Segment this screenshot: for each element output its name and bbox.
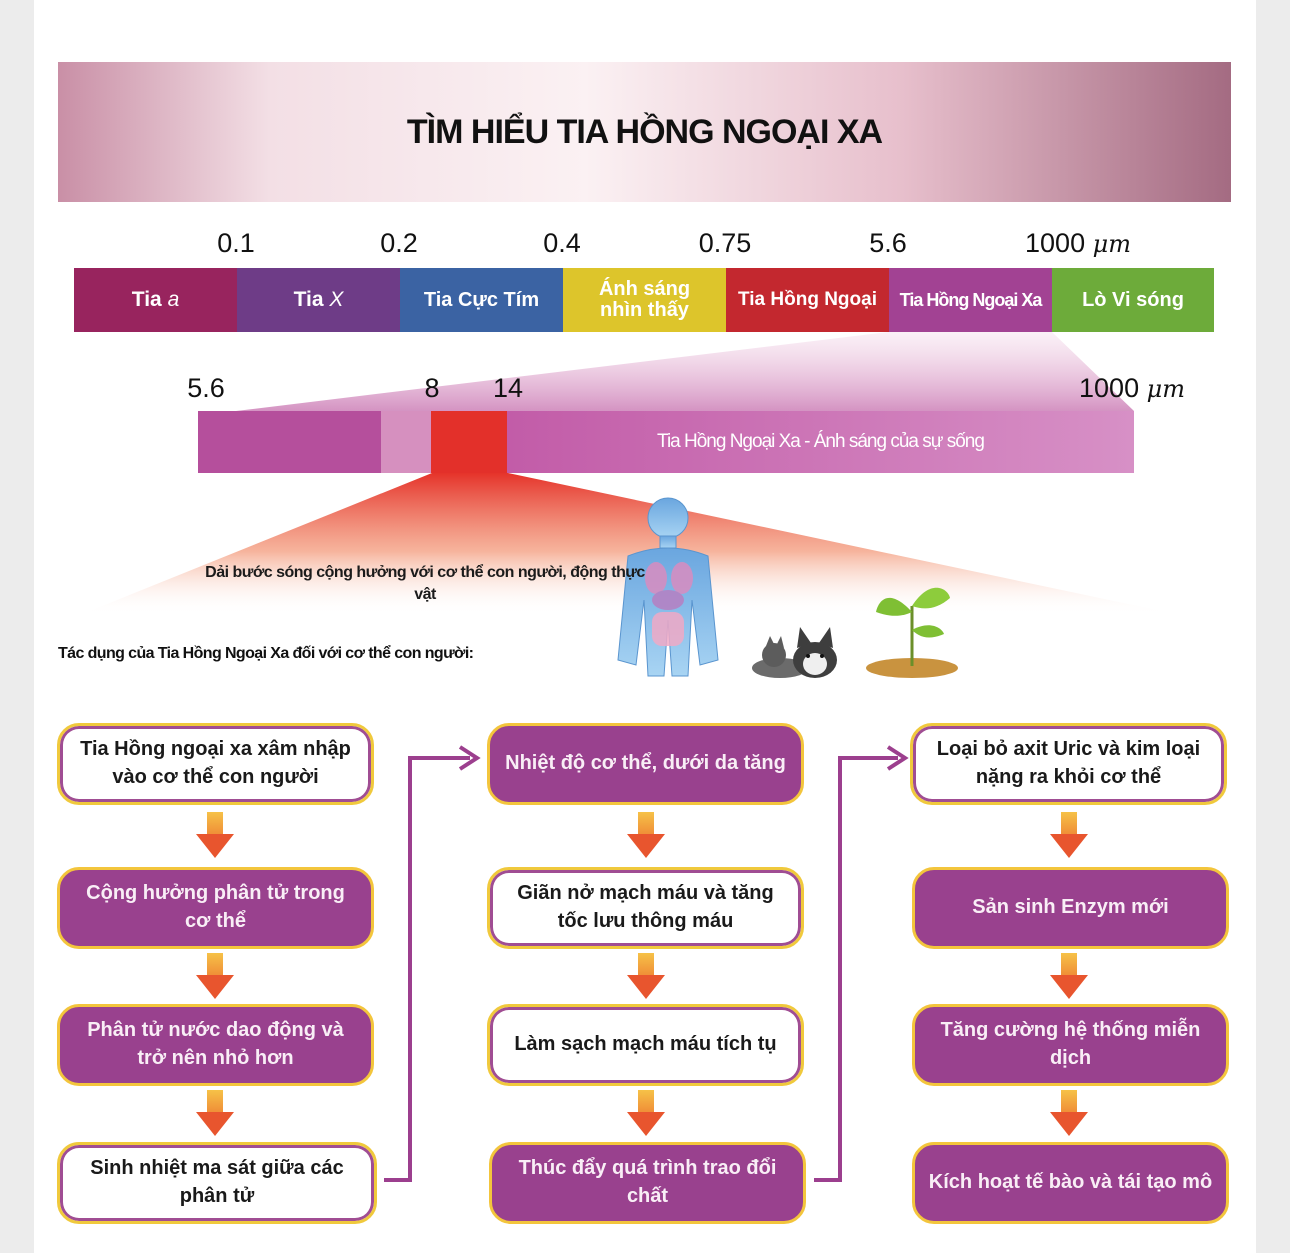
effects-title: Tác dụng của Tia Hồng Ngoại Xa đối với cơ thể con người:	[58, 645, 474, 662]
far-ir-tick: 14	[492, 373, 524, 403]
flow-step-3-3: Tăng cường hệ thống miễn dịch	[912, 1004, 1229, 1086]
flow-step-2-1: Nhiệt độ cơ thể, dưới da tăng	[487, 723, 804, 805]
segment-label: Tia Hồng Ngoại	[738, 289, 877, 311]
page-title: TÌM HIỂU TIA HỒNG NGOẠI XA	[406, 112, 883, 151]
tick-value: 1000	[1025, 228, 1086, 258]
segment-label-italic: X	[329, 287, 344, 311]
segment-label-italic: a	[167, 287, 180, 311]
far-ir-tick: 5.6	[187, 373, 225, 403]
far-ir-band-low	[198, 411, 381, 473]
far-ir-tick: 8	[424, 373, 440, 403]
spectrum-tick: 5.6	[869, 228, 907, 258]
segment-label: Tia Hồng Ngoại Xa	[899, 289, 1042, 310]
resonance-text: Dải bước sóng cộng hưởng với cơ thể con người, động thực vật	[205, 564, 645, 604]
spectrum-tick: 0.75	[698, 228, 752, 258]
far-ir-band-mid	[381, 411, 431, 473]
flow-arrow-icon	[1050, 953, 1088, 999]
connector-line	[384, 758, 470, 1180]
spectrum-tick: 0.1	[217, 228, 255, 258]
flow-arrow-icon	[196, 1090, 234, 1136]
spectrum-tick: 0.4	[543, 228, 581, 258]
far-ir-label: Tia Hồng Ngoại Xa - Ánh sáng của sự sống	[657, 431, 984, 452]
flow-arrow-icon	[627, 812, 665, 858]
flow-step-3-2: Sản sinh Enzym mới	[912, 867, 1229, 949]
zoom-funnel	[236, 332, 1134, 411]
flow-step-2-2: Giãn nở mạch máu và tăng tốc lưu thông máu	[487, 867, 804, 949]
flow-arrow-icon	[196, 812, 234, 858]
segment-label: Tia Cực Tím	[423, 288, 540, 311]
far-infrared-bar	[198, 411, 1134, 473]
segment-label: Lò Vi sóng	[1082, 288, 1184, 311]
segment-label: Ánh sáng nhìn thấy	[598, 278, 691, 321]
tick-unit: μm	[1092, 230, 1131, 258]
flow-step-2-3: Làm sạch mạch máu tích tụ	[487, 1004, 804, 1086]
far-ir-tick-last	[1079, 373, 1185, 404]
flow-arrow-icon	[1050, 812, 1088, 858]
flow-step-1-2: Cộng hưởng phân tử trong cơ thể	[57, 867, 374, 949]
flow-step-1-1: Tia Hồng ngoại xa xâm nhập vào cơ thể con người	[57, 723, 374, 805]
segment-label: Tia	[293, 287, 324, 311]
flow-arrow-icon	[627, 953, 665, 999]
flow-step-1-4: Sinh nhiệt ma sát giữa các phân tử	[57, 1142, 377, 1224]
segment-label: Tia	[131, 287, 162, 311]
flow-step-1-3: Phân tử nước dao động và trở nên nhỏ hơn	[57, 1004, 374, 1086]
tick-value: 1000	[1079, 373, 1140, 403]
connector-line	[814, 758, 898, 1180]
flow-step-3-1: Loại bỏ axit Uric và kim loại nặng ra khỏi cơ thể	[910, 723, 1227, 805]
flow-arrow-icon	[1050, 1090, 1088, 1136]
flow-step-3-4: Kích hoạt tế bào và tái tạo mô	[912, 1142, 1229, 1224]
tick-unit: μm	[1146, 375, 1185, 403]
flow-arrow-icon	[627, 1090, 665, 1136]
far-ir-band-resonant	[431, 411, 507, 473]
flow-arrow-icon	[196, 953, 234, 999]
spectrum-tick: 0.2	[380, 228, 418, 258]
cat-dog-icon	[752, 627, 837, 678]
flow-step-2-4: Thúc đẩy quá trình trao đổi chất	[489, 1142, 806, 1224]
